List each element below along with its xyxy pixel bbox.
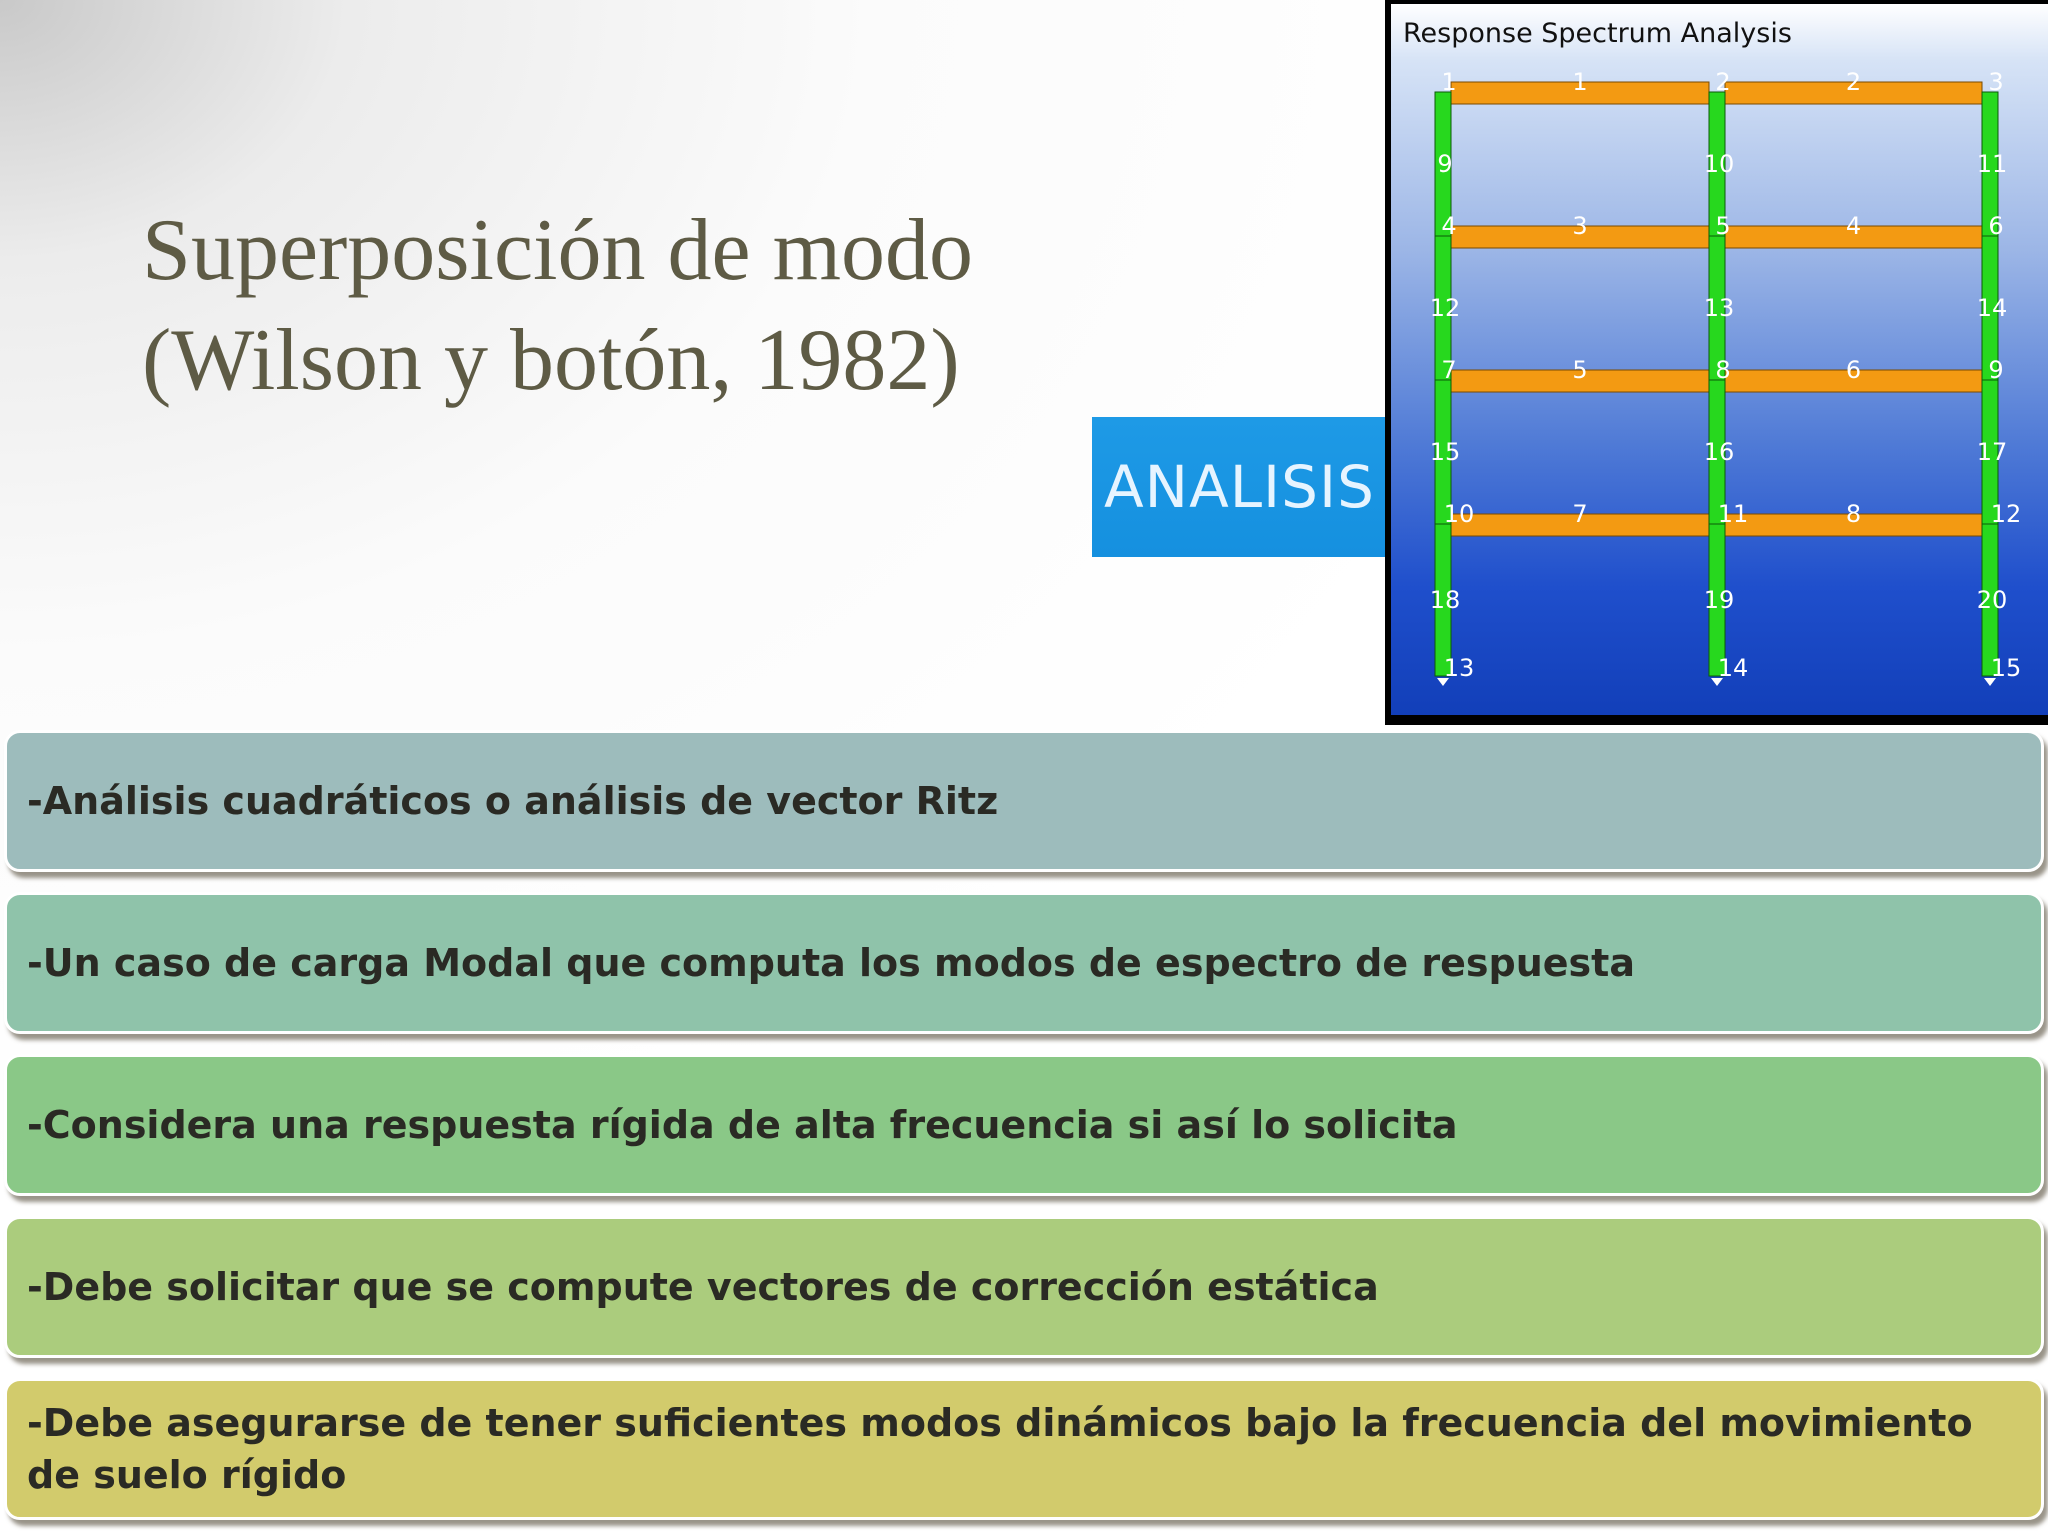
joint-label-6: 6	[1988, 212, 2004, 240]
analisis-badge: ANALISIS	[1092, 417, 1386, 557]
column-label-1: 9	[1437, 150, 1453, 178]
response-spectrum-window	[1385, 0, 2048, 725]
bullet-item-4	[4, 1216, 2044, 1358]
title-line-2: (Wilson y botón, 1982)	[142, 312, 960, 409]
column-label-4: 12	[1429, 294, 1461, 322]
column-label-12: 20	[1976, 586, 2008, 614]
bullet-text-1: -Análisis cuadráticos o análisis de vector Ritz	[27, 779, 999, 823]
joint-label-7: 7	[1441, 356, 1457, 384]
joint-label-10: 10	[1443, 500, 1475, 528]
bullet-text-2: -Un caso de carga Modal que computa los modos de espectro de respuesta	[27, 941, 1635, 985]
bullet-text-4: -Debe solicitar que se compute vectores de corrección estática	[27, 1265, 1379, 1309]
bullet-text-3: -Considera una respuesta rígida de alta frecuencia si así lo solicita	[27, 1103, 1458, 1147]
bullet-text-5: -Debe asegurarse de tener suficientes modos dinámicos bajo la frecuencia del movimiento de suelo rígido	[27, 1401, 1973, 1497]
joint-label-11: 11	[1717, 500, 1749, 528]
beam-label-5: 5	[1572, 356, 1588, 384]
joint-label-1: 1	[1441, 68, 1457, 96]
column-label-2: 10	[1703, 150, 1735, 178]
beam-label-4: 4	[1845, 212, 1862, 240]
bullet-item-5	[4, 1378, 2044, 1520]
joint-label-4: 4	[1441, 212, 1457, 240]
beam-label-3: 3	[1572, 212, 1588, 240]
joint-label-3: 3	[1988, 68, 2004, 96]
joint-label-13: 13	[1443, 654, 1475, 682]
column-label-3: 11	[1976, 150, 2008, 178]
beam-label-2: 2	[1845, 68, 1862, 96]
slide-title	[142, 196, 1102, 416]
column-label-11: 19	[1703, 586, 1735, 614]
joint-label-9: 9	[1988, 356, 2004, 384]
beam-label-7: 7	[1572, 500, 1588, 528]
bullet-item-3	[4, 1054, 2044, 1196]
column-label-9: 17	[1976, 438, 2008, 466]
beam-label-6: 6	[1845, 356, 1862, 384]
beam-label-8: 8	[1845, 500, 1862, 528]
column-label-10: 18	[1429, 586, 1461, 614]
window-title: Response Spectrum Analysis	[1403, 18, 1792, 49]
column-label-7: 15	[1429, 438, 1461, 466]
joint-label-12: 12	[1990, 500, 2022, 528]
column-label-5: 13	[1703, 294, 1735, 322]
joint-label-8: 8	[1715, 356, 1731, 384]
bullet-item-1	[4, 730, 2044, 872]
beam-label-1: 1	[1572, 68, 1588, 96]
joint-label-14: 14	[1717, 654, 1749, 682]
joint-label-2: 2	[1715, 68, 1731, 96]
bullet-item-2	[4, 892, 2044, 1034]
frame-viewport	[1391, 4, 2048, 715]
joint-label-5: 5	[1715, 212, 1731, 240]
column-label-8: 16	[1703, 438, 1735, 466]
frame-model-diagram	[1391, 4, 2048, 715]
title-line-1: Superposición de modo	[142, 202, 974, 299]
column-label-6: 14	[1976, 294, 2008, 322]
joint-label-15: 15	[1990, 654, 2022, 682]
